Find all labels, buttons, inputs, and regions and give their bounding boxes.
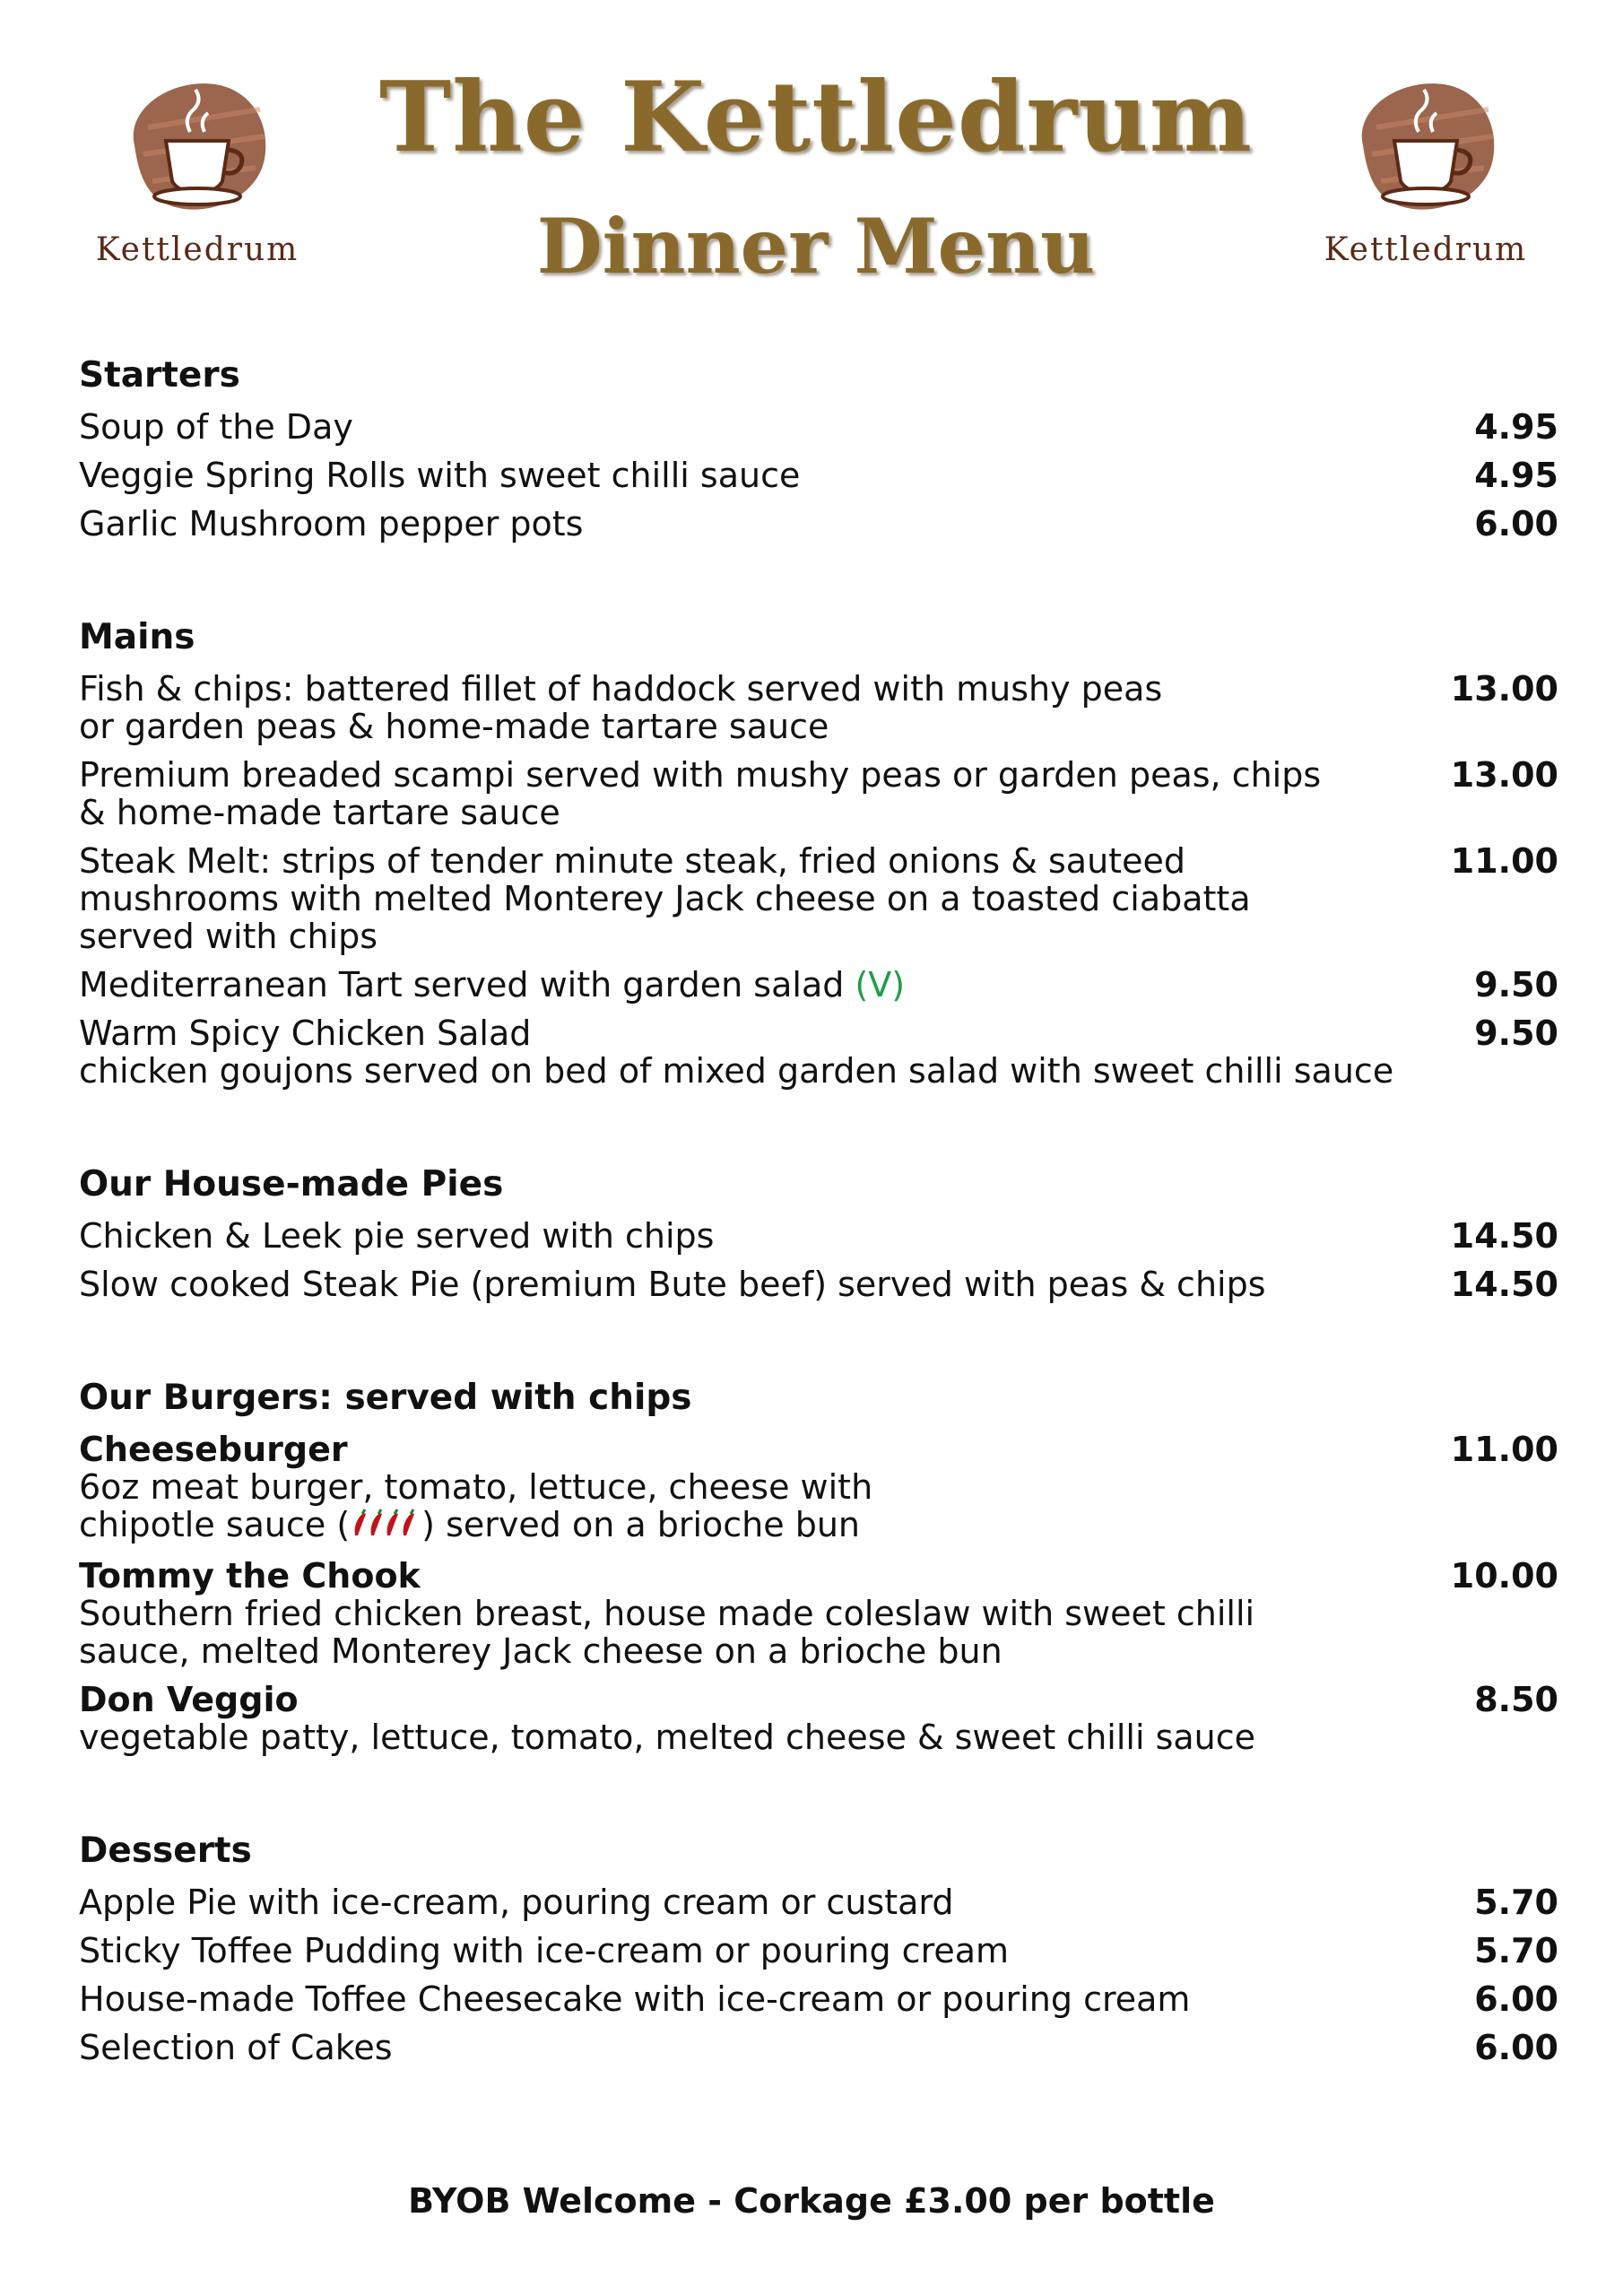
item-price: 13.00	[1450, 669, 1558, 709]
item-line: Fish & chips: battered fillet of haddock served with mushy peas	[79, 669, 1163, 709]
item-text	[79, 1431, 872, 1546]
item-price: 10.00	[1450, 1555, 1558, 1596]
menu-item	[79, 966, 1558, 1004]
menu	[79, 354, 1558, 2140]
footer-note: BYOB Welcome - Corkage £3.00 per bottle	[408, 2181, 1215, 2221]
item-line	[79, 1506, 872, 1546]
chilli-icon	[350, 1509, 421, 1539]
item-name: Tommy the Chook	[79, 1555, 421, 1596]
item-text: Sticky Toffee Pudding with ice-cream or pouring cream	[79, 1930, 1010, 1970]
item-line-part: chipotle sauce (	[79, 1505, 351, 1544]
item-price: 5.70	[1474, 1882, 1558, 1922]
item-price: 11.00	[1450, 841, 1558, 881]
menu-item	[79, 2029, 1558, 2066]
menu-item	[79, 1014, 1558, 1090]
page-title: The Kettledrum	[378, 61, 1254, 174]
item-line: vegetable patty, lettuce, tomato, melted cheese & sweet chilli sauce	[79, 1717, 1256, 1757]
menu-item	[79, 457, 1558, 494]
menu-item	[79, 842, 1558, 955]
item-line: & home-made tartare sauce	[79, 793, 560, 832]
item-text	[79, 842, 1251, 955]
item-text: Garlic Mushroom pepper pots	[79, 504, 584, 544]
menu-item	[79, 1681, 1558, 1756]
item-line: Southern fried chicken breast, house made coleslaw with sweet chilli	[79, 1593, 1255, 1633]
coffee-cup-icon	[117, 74, 278, 222]
section-desserts	[79, 1830, 1558, 2066]
item-text: Apple Pie with ice-cream, pouring cream or custard	[79, 1882, 954, 1922]
logo-brand-text: Kettledrum	[1324, 231, 1528, 268]
item-price: 6.00	[1474, 1979, 1558, 2019]
menu-item	[79, 670, 1558, 745]
item-text: Veggie Spring Rolls with sweet chilli sauce	[79, 456, 801, 495]
item-price: 14.50	[1450, 1265, 1558, 1304]
item-line-part: ) served on a brioche bun	[421, 1505, 860, 1544]
item-price: 6.00	[1474, 504, 1558, 544]
item-price: 14.50	[1450, 1216, 1558, 1256]
item-price: 13.00	[1450, 755, 1558, 795]
item-text	[79, 1681, 1255, 1756]
section-title: Desserts	[79, 1830, 252, 1871]
menu-item	[79, 408, 1558, 446]
logo-left	[63, 74, 332, 280]
item-text	[79, 966, 905, 1004]
item-text	[79, 1557, 1254, 1670]
section-starters	[79, 354, 1558, 543]
item-price: 8.50	[1474, 1679, 1558, 1719]
item-line: sauce, melted Monterey Jack cheese on a brioche bun	[79, 1631, 1002, 1671]
menu-item	[79, 1980, 1558, 2018]
item-price: 9.50	[1474, 1013, 1558, 1053]
chilli-heat-icons	[350, 1509, 421, 1546]
item-price: 4.95	[1474, 456, 1558, 495]
item-line: served with chips	[79, 917, 378, 956]
item-name: Cheeseburger	[79, 1430, 348, 1469]
section-title: Our House-made Pies	[79, 1164, 504, 1205]
section-pies	[79, 1163, 1558, 1303]
vegetarian-badge: (V)	[855, 965, 906, 1004]
item-line: or garden peas & home-made tartare sauce	[79, 707, 829, 746]
section-title: Starters	[79, 355, 240, 396]
section-title: Mains	[79, 617, 195, 657]
logo-brand-text: Kettledrum	[95, 231, 299, 268]
menu-item	[79, 1883, 1558, 1921]
menu-item	[79, 1265, 1558, 1303]
item-text: House-made Toffee Cheesecake with ice-cream or pouring cream	[79, 1979, 1191, 2019]
item-text	[79, 670, 1162, 745]
item-line: chicken goujons served on bed of mixed garden salad with sweet chilli sauce	[79, 1051, 1394, 1091]
item-price: 5.70	[1474, 1930, 1558, 1970]
item-text: Chicken & Leek pie served with chips	[79, 1216, 715, 1256]
item-text: Selection of Cakes	[79, 2027, 393, 2067]
item-name: Don Veggio	[79, 1679, 299, 1719]
item-text: Slow cooked Steak Pie (premium Bute beef) served with peas & chips	[79, 1265, 1266, 1304]
item-text	[79, 1014, 1393, 1090]
item-price: 6.00	[1474, 2027, 1558, 2067]
menu-item	[79, 1431, 1558, 1546]
menu-item	[79, 1932, 1558, 1970]
menu-item	[79, 505, 1558, 543]
item-price: 9.50	[1474, 965, 1558, 1004]
section-mains	[79, 616, 1558, 1090]
item-line: Steak Melt: strips of tender minute steak, fried onions & sauteed	[79, 841, 1185, 881]
item-text: Soup of the Day	[79, 407, 353, 447]
item-line: 6oz meat burger, tomato, lettuce, cheese with	[79, 1467, 873, 1507]
menu-item	[79, 1557, 1558, 1670]
item-line: Warm Spicy Chicken Salad	[79, 1013, 532, 1053]
item-text	[79, 756, 1321, 831]
item-line: Premium breaded scampi served with mushy peas or garden peas, chips	[79, 755, 1322, 795]
menu-item	[79, 756, 1558, 831]
page-subtitle: Dinner Menu	[536, 202, 1096, 291]
item-line: Mediterranean Tart served with garden salad	[79, 965, 845, 1004]
coffee-cup-icon	[1345, 74, 1506, 222]
item-price: 4.95	[1474, 407, 1558, 447]
menu-item	[79, 1217, 1558, 1255]
section-title: Our Burgers: served with chips	[79, 1378, 692, 1418]
item-price: 11.00	[1450, 1430, 1558, 1469]
logo-right	[1291, 74, 1560, 280]
item-line: mushrooms with melted Monterey Jack cheese on a toasted ciabatta	[79, 879, 1251, 918]
section-burgers	[79, 1377, 1558, 1756]
